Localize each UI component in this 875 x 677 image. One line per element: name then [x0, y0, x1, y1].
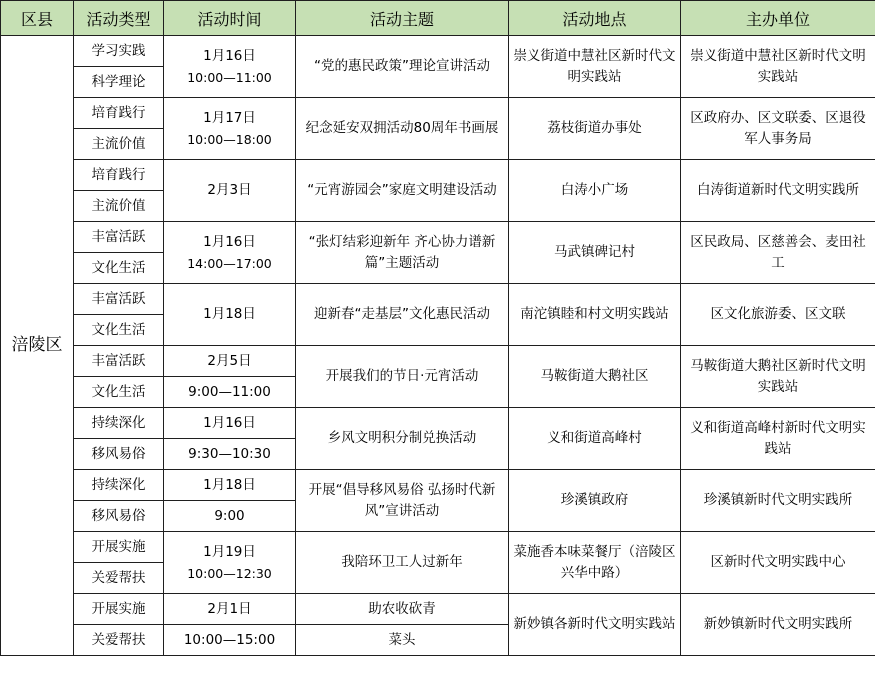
- activity-type-line-2: 文化生活: [74, 315, 164, 346]
- activity-type-line-1: 丰富活跃: [74, 284, 164, 315]
- table-body: [1, 36, 875, 656]
- header-activity-theme: 活动主题: [296, 1, 509, 36]
- organizer: 区文化旅游委、区文联: [681, 284, 875, 346]
- table-row: [1, 222, 875, 253]
- activity-time-cell: [164, 222, 296, 284]
- activity-theme: 开展“倡导移风易俗 弘扬时代新风”宣讲活动: [296, 470, 509, 532]
- activity-place: 菜施香本味菜餐厅（涪陵区兴华中路）: [509, 532, 681, 594]
- activity-place: 荔枝街道办事处: [509, 98, 681, 160]
- table-row: [1, 284, 875, 315]
- activity-theme: 我陪环卫工人过新年: [296, 532, 509, 594]
- activity-date: 2月1日: [164, 594, 296, 625]
- activity-type-line-1: 丰富活跃: [74, 346, 164, 377]
- table-row: [1, 98, 875, 129]
- activity-time-range: 10:00—15:00: [164, 625, 296, 656]
- activity-theme: 开展我们的节日·元宵活动: [296, 346, 509, 408]
- header-row: [1, 1, 875, 36]
- header-organizer: 主办单位: [681, 1, 875, 36]
- activity-time-cell: [164, 160, 296, 222]
- activity-date: 1月16日: [164, 408, 296, 439]
- activity-type-line-2: 移风易俗: [74, 501, 164, 532]
- table-row: [1, 594, 875, 625]
- activity-time-cell: [164, 36, 296, 98]
- activity-time-range: 14:00—17:00: [187, 255, 272, 271]
- activity-theme: “元宵游园会”家庭文明建设活动: [296, 160, 509, 222]
- organizer: 区新时代文明实践中心: [681, 532, 875, 594]
- activity-type-line-2: 文化生活: [74, 377, 164, 408]
- activity-date: 1月16日: [203, 47, 256, 64]
- activity-type-line-2: 关爱帮扶: [74, 625, 164, 656]
- organizer: 马鞍街道大鹅社区新时代文明实践站: [681, 346, 875, 408]
- activity-type-line-2: 关爱帮扶: [74, 563, 164, 594]
- header-activity-place: 活动地点: [509, 1, 681, 36]
- table-row: [1, 532, 875, 563]
- table-row: [1, 160, 875, 191]
- activity-type-line-1: 丰富活跃: [74, 222, 164, 253]
- activity-type-line-1: 持续深化: [74, 408, 164, 439]
- organizer: 区政府办、区文联委、区退役军人事务局: [681, 98, 875, 160]
- activity-date: 2月5日: [164, 346, 296, 377]
- activity-type-line-1: 学习实践: [74, 36, 164, 67]
- activity-theme-line-2: 菜头: [296, 625, 509, 656]
- table-row: [1, 346, 875, 377]
- activity-time-cell: [164, 98, 296, 160]
- activity-theme-line-1: 助农收砍青: [296, 594, 509, 625]
- activity-date: 1月17日: [203, 109, 256, 126]
- activity-place: 义和街道高峰村: [509, 408, 681, 470]
- activity-place: 崇义街道中慧社区新时代文明实践站: [509, 36, 681, 98]
- activity-time-cell: [164, 532, 296, 594]
- activity-type-line-2: 科学理论: [74, 67, 164, 98]
- activity-type-line-2: 主流价值: [74, 129, 164, 160]
- activity-type-line-2: 主流价值: [74, 191, 164, 222]
- activity-theme: 纪念延安双拥活动80周年书画展: [296, 98, 509, 160]
- activity-date: 1月16日: [203, 233, 256, 250]
- activity-date: 1月18日: [164, 470, 296, 501]
- activity-theme: 迎新春“走基层”文化惠民活动: [296, 284, 509, 346]
- activity-type-line-1: 培育践行: [74, 98, 164, 129]
- organizer: 区民政局、区慈善会、麦田社工: [681, 222, 875, 284]
- activity-type-line-1: 开展实施: [74, 532, 164, 563]
- activity-place: 白涛小广场: [509, 160, 681, 222]
- header-activity-type: 活动类型: [74, 1, 164, 36]
- activity-time-cell: 1月18日: [164, 284, 296, 346]
- activity-date: 2月3日: [207, 182, 252, 198]
- table-row: [1, 36, 875, 67]
- activity-type-line-1: 持续深化: [74, 470, 164, 501]
- activity-place: 马武镇碑记村: [509, 222, 681, 284]
- activity-time-range: 10:00—18:00: [187, 131, 272, 147]
- organizer: 白涛街道新时代文明实践所: [681, 160, 875, 222]
- table-row: [1, 470, 875, 501]
- organizer: 珍溪镇新时代文明实践所: [681, 470, 875, 532]
- organizer: 新妙镇新时代文明实践所: [681, 594, 875, 656]
- header-district: 区县: [1, 1, 74, 36]
- activity-time-range: 10:00—12:30: [187, 565, 272, 581]
- activity-time-range: 10:00—11:00: [187, 69, 272, 85]
- activity-place: 珍溪镇政府: [509, 470, 681, 532]
- activity-theme: “张灯结彩迎新年 齐心协力谱新篇”主题活动: [296, 222, 509, 284]
- district-cell: 涪陵区: [1, 36, 74, 656]
- activity-place: 南沱镇睦和村文明实践站: [509, 284, 681, 346]
- activity-type-line-1: 培育践行: [74, 160, 164, 191]
- organizer: 义和街道高峰村新时代文明实践站: [681, 408, 875, 470]
- activity-theme: 乡风文明积分制兑换活动: [296, 408, 509, 470]
- activity-date: 1月19日: [203, 543, 256, 560]
- activity-type-line-2: 移风易俗: [74, 439, 164, 470]
- activity-type-line-2: 文化生活: [74, 253, 164, 284]
- activity-theme: “党的惠民政策”理论宣讲活动: [296, 36, 509, 98]
- header-activity-time: 活动时间: [164, 1, 296, 36]
- table-row: [1, 408, 875, 439]
- activity-place: 新妙镇各新时代文明实践站: [509, 594, 681, 656]
- activity-time-range: 9:30—10:30: [164, 439, 296, 470]
- activity-time-range: 9:00: [164, 501, 296, 532]
- activity-type-line-1: 开展实施: [74, 594, 164, 625]
- organizer: 崇义街道中慧社区新时代文明实践站: [681, 36, 875, 98]
- activity-place: 马鞍街道大鹅社区: [509, 346, 681, 408]
- activity-time-range: 9:00—11:00: [164, 377, 296, 408]
